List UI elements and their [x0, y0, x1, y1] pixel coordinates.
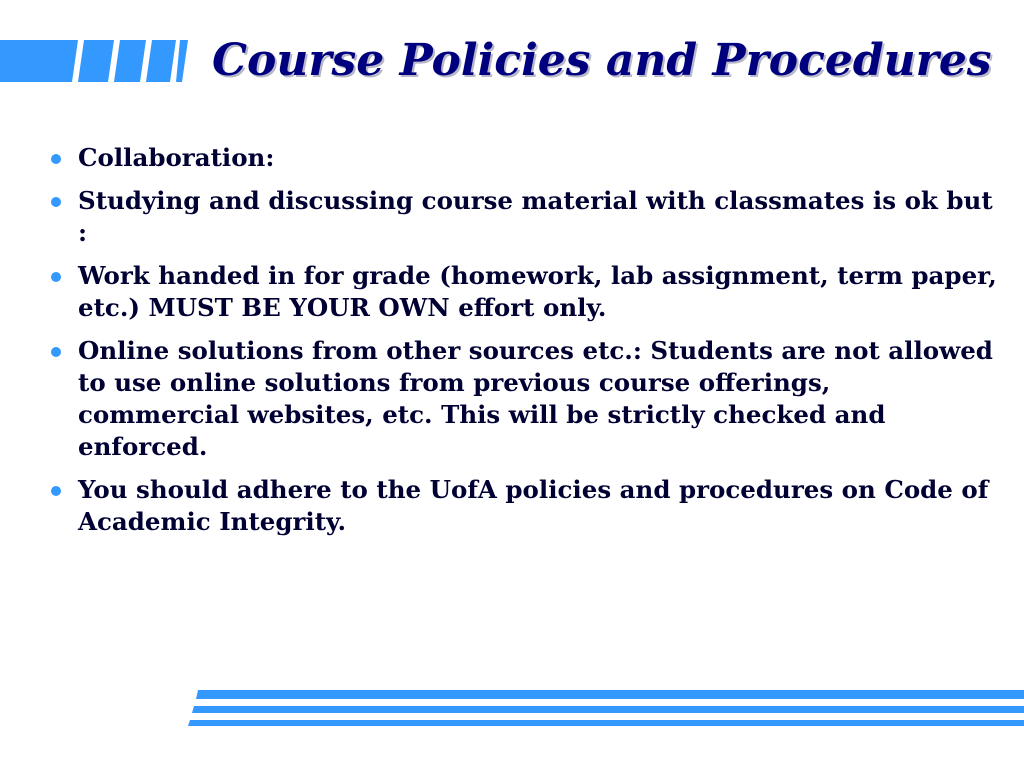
bullet-item-collaboration	[48, 142, 998, 174]
slide-title: Course Policies and Procedures	[212, 35, 992, 86]
title-stripe-block-5	[176, 40, 188, 82]
title-stripe-block-1	[0, 40, 78, 82]
bullet-dot-icon	[51, 486, 61, 496]
bullet-text: Studying and discussing course material with classmates is ok but :	[78, 186, 993, 247]
bullet-text: Collaboration:	[78, 143, 275, 172]
bullet-dot-icon	[51, 272, 61, 282]
title-stripe-block-2	[78, 40, 114, 82]
bullet-item-online-solutions	[48, 335, 998, 463]
bullet-item-studying	[48, 185, 998, 249]
bullet-dot-icon	[51, 197, 61, 207]
bullet-text: Online solutions from other sources etc.: Students are not allowed to use online solutions from previous course offerings, commercial websites, etc. This will be strictly checked and enforced.	[78, 336, 993, 461]
bullet-item-work-handed-in	[48, 260, 998, 324]
bullet-dot-icon	[51, 154, 61, 164]
bottom-stripe-1	[196, 690, 1024, 699]
bullet-dot-icon	[51, 347, 61, 357]
title-stripe-block-4	[146, 40, 176, 82]
bottom-stripe-2	[192, 706, 1024, 713]
bullet-text: You should adhere to the UofA policies and procedures on Code of Academic Integrity.	[78, 475, 989, 536]
title-stripe-decoration	[0, 40, 190, 82]
bottom-stripe-decoration	[188, 690, 1024, 730]
bullet-text: Work handed in for grade (homework, lab assignment, term paper, etc.) MUST BE YOUR OWN effort only.	[78, 261, 997, 322]
title-stripe-block-3	[114, 40, 146, 82]
bottom-stripe-3	[188, 720, 1024, 726]
bullet-item-uofa-policies	[48, 474, 998, 538]
bullet-list	[48, 142, 998, 549]
